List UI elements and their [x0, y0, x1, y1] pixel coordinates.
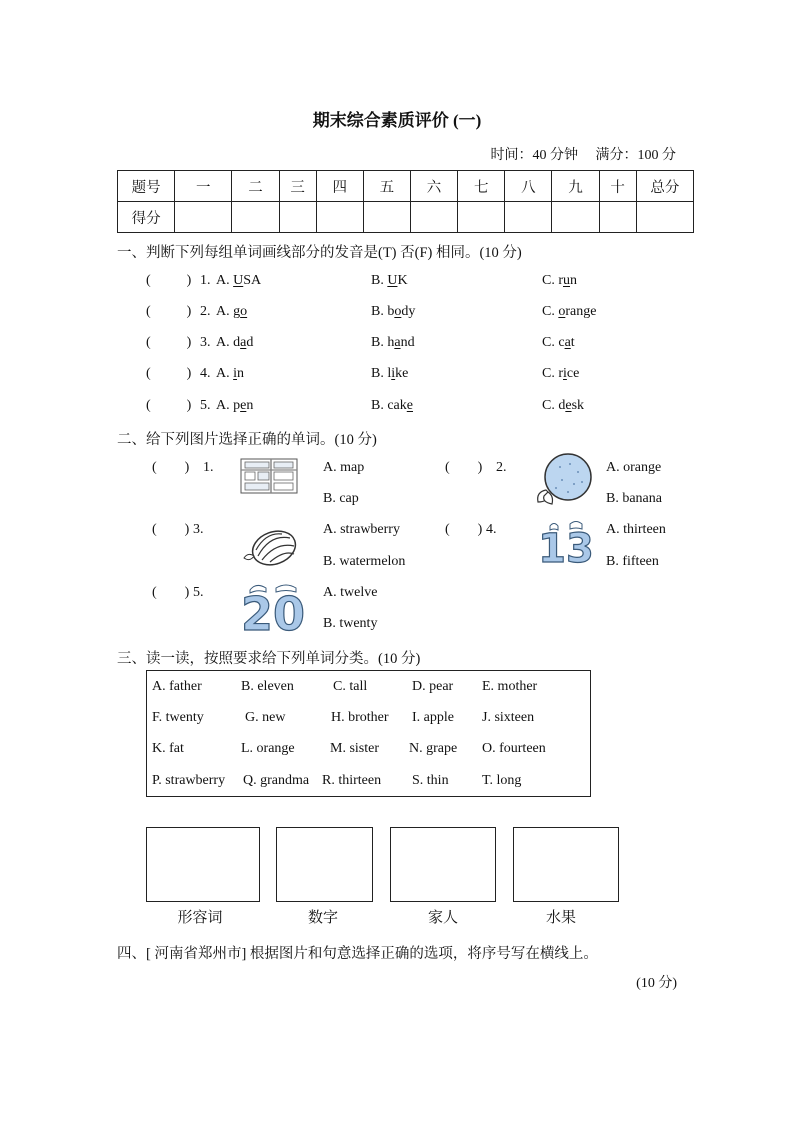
number-20-icon — [240, 578, 306, 641]
option-b: B. cap — [323, 491, 359, 506]
score-input-cell[interactable] — [410, 202, 457, 233]
option-a: A. go — [216, 304, 248, 319]
score-input-cell[interactable] — [316, 202, 363, 233]
option-c: C. orange — [542, 304, 597, 319]
question-paren[interactable]: ( ) — [152, 522, 190, 537]
category-box-number[interactable] — [276, 827, 373, 902]
full-score: 满分：100 分 — [595, 148, 676, 163]
question-paren[interactable]: ( ) — [146, 366, 192, 381]
option-b: B. banana — [606, 491, 662, 506]
word-bank-item: N. grape — [409, 741, 458, 756]
word-bank-item: E. mother — [482, 679, 538, 694]
score-table-header — [118, 171, 694, 202]
option-c: C. rice — [542, 366, 580, 381]
svg-text:20: 20 — [240, 587, 306, 641]
number-13-icon — [538, 518, 594, 572]
question-number: 1. — [200, 273, 211, 288]
question-number: 1. — [203, 460, 214, 475]
word-bank-item: H. brother — [331, 710, 389, 725]
category-label: 家人 — [427, 910, 458, 926]
table-cell: 四 — [316, 171, 363, 202]
option-a: A. dad — [216, 335, 254, 350]
word-bank-item: C. tall — [333, 679, 368, 694]
category-label: 形容词 — [177, 910, 223, 926]
option-a: A. map — [323, 460, 365, 475]
option-a: A. twelve — [323, 585, 378, 600]
question-number: 4. — [200, 366, 211, 381]
word-bank-item: T. long — [482, 773, 522, 788]
word-bank-item: M. sister — [330, 741, 379, 756]
table-cell: 总分 — [636, 171, 693, 202]
table-cell: 一 — [175, 171, 232, 202]
time-limit: 时间：40 分钟 — [490, 148, 578, 163]
option-b: B. UK — [371, 273, 408, 288]
option-a: A. pen — [216, 398, 254, 413]
option-a: A. orange — [606, 460, 662, 475]
section3-heading: 三、读一读，按照要求给下列单词分类。(10 分) — [117, 651, 421, 667]
table-cell: 六 — [410, 171, 457, 202]
table-cell: 三 — [279, 171, 316, 202]
table-cell: 十 — [599, 171, 636, 202]
score-input-cell[interactable] — [458, 202, 505, 233]
question-paren[interactable]: ( ) — [445, 522, 483, 537]
word-bank-item: L. orange — [241, 741, 295, 756]
option-b: B. watermelon — [323, 554, 406, 569]
question-number: 5. — [193, 585, 204, 600]
option-b: B. fifteen — [606, 554, 659, 569]
question-paren[interactable]: ( ) — [152, 585, 190, 600]
score-input-cell[interactable] — [552, 202, 599, 233]
option-a: A. strawberry — [323, 522, 400, 537]
word-bank-item: F. twenty — [152, 710, 204, 725]
score-input-cell[interactable] — [232, 202, 279, 233]
question-number: 3. — [193, 522, 204, 537]
question-paren[interactable]: ( ) — [146, 398, 192, 413]
watermelon-icon — [240, 528, 300, 568]
section4-heading: 四、[ 河南省郑州市] 根据图片和句意选择正确的选项，将序号写在横线上。 — [117, 946, 598, 962]
category-box-adjective[interactable] — [146, 827, 260, 902]
score-input-cell[interactable] — [279, 202, 316, 233]
word-bank-item: A. father — [152, 679, 202, 694]
category-box-family[interactable] — [390, 827, 496, 902]
option-b: B. cake — [371, 398, 413, 413]
question-paren[interactable]: ( ) — [146, 335, 192, 350]
option-c: C. run — [542, 273, 577, 288]
table-cell: 九 — [552, 171, 599, 202]
section4-points: (10 分) — [636, 976, 677, 991]
svg-text:13: 13 — [538, 526, 594, 572]
option-a: A. thirteen — [606, 522, 666, 537]
category-label: 数字 — [307, 910, 338, 926]
question-number: 5. — [200, 398, 211, 413]
word-bank-item: S. thin — [412, 773, 449, 788]
word-bank-item: J. sixteen — [482, 710, 535, 725]
word-bank-item: G. new — [245, 710, 286, 725]
word-bank-item: D. pear — [412, 679, 454, 694]
score-input-cell[interactable] — [599, 202, 636, 233]
question-number: 4. — [486, 522, 497, 537]
section1-heading: 一、判断下列每组单词画线部分的发音是(T) 否(F) 相同。(10 分) — [117, 245, 522, 261]
word-bank-item: Q. grandma — [243, 773, 310, 788]
score-input-cell[interactable] — [363, 202, 410, 233]
map-icon — [240, 458, 298, 494]
question-paren[interactable]: ( ) — [146, 304, 192, 319]
option-b: B. body — [371, 304, 416, 319]
word-bank-item: K. fat — [152, 741, 184, 756]
question-paren[interactable]: ( ) — [152, 460, 190, 475]
section2-heading: 二、给下列图片选择正确的单词。(10 分) — [117, 432, 377, 448]
score-input-cell[interactable] — [505, 202, 552, 233]
option-c: C. desk — [542, 398, 585, 413]
option-b: B. twenty — [323, 616, 378, 631]
score-table — [117, 170, 694, 233]
word-bank-item: P. strawberry — [152, 773, 226, 788]
table-cell: 题号 — [118, 171, 175, 202]
question-paren[interactable]: ( ) — [445, 460, 483, 475]
category-label: 水果 — [545, 910, 576, 926]
word-bank-item: R. thirteen — [322, 773, 382, 788]
table-cell: 八 — [505, 171, 552, 202]
question-number: 3. — [200, 335, 211, 350]
score-table-row — [118, 202, 694, 233]
option-a: A. USA — [216, 273, 262, 288]
orange-icon — [532, 452, 594, 506]
page-title: 期末综合素质评价 (一) — [312, 111, 482, 130]
time-info — [477, 144, 677, 164]
table-cell: 得分 — [118, 202, 175, 233]
category-box-fruit[interactable] — [513, 827, 619, 902]
table-cell: 七 — [458, 171, 505, 202]
question-paren[interactable]: ( ) — [146, 273, 192, 288]
option-a: A. in — [216, 366, 245, 381]
score-input-cell[interactable] — [175, 202, 232, 233]
option-b: B. like — [371, 366, 409, 381]
word-bank-item: B. eleven — [241, 679, 294, 694]
word-bank-item: O. fourteen — [482, 741, 546, 756]
question-number: 2. — [496, 460, 507, 475]
option-c: C. cat — [542, 335, 575, 350]
question-number: 2. — [200, 304, 211, 319]
table-cell: 二 — [232, 171, 279, 202]
table-cell: 五 — [363, 171, 410, 202]
score-input-cell[interactable] — [636, 202, 693, 233]
option-b: B. hand — [371, 335, 415, 350]
word-bank-item: I. apple — [412, 710, 454, 725]
